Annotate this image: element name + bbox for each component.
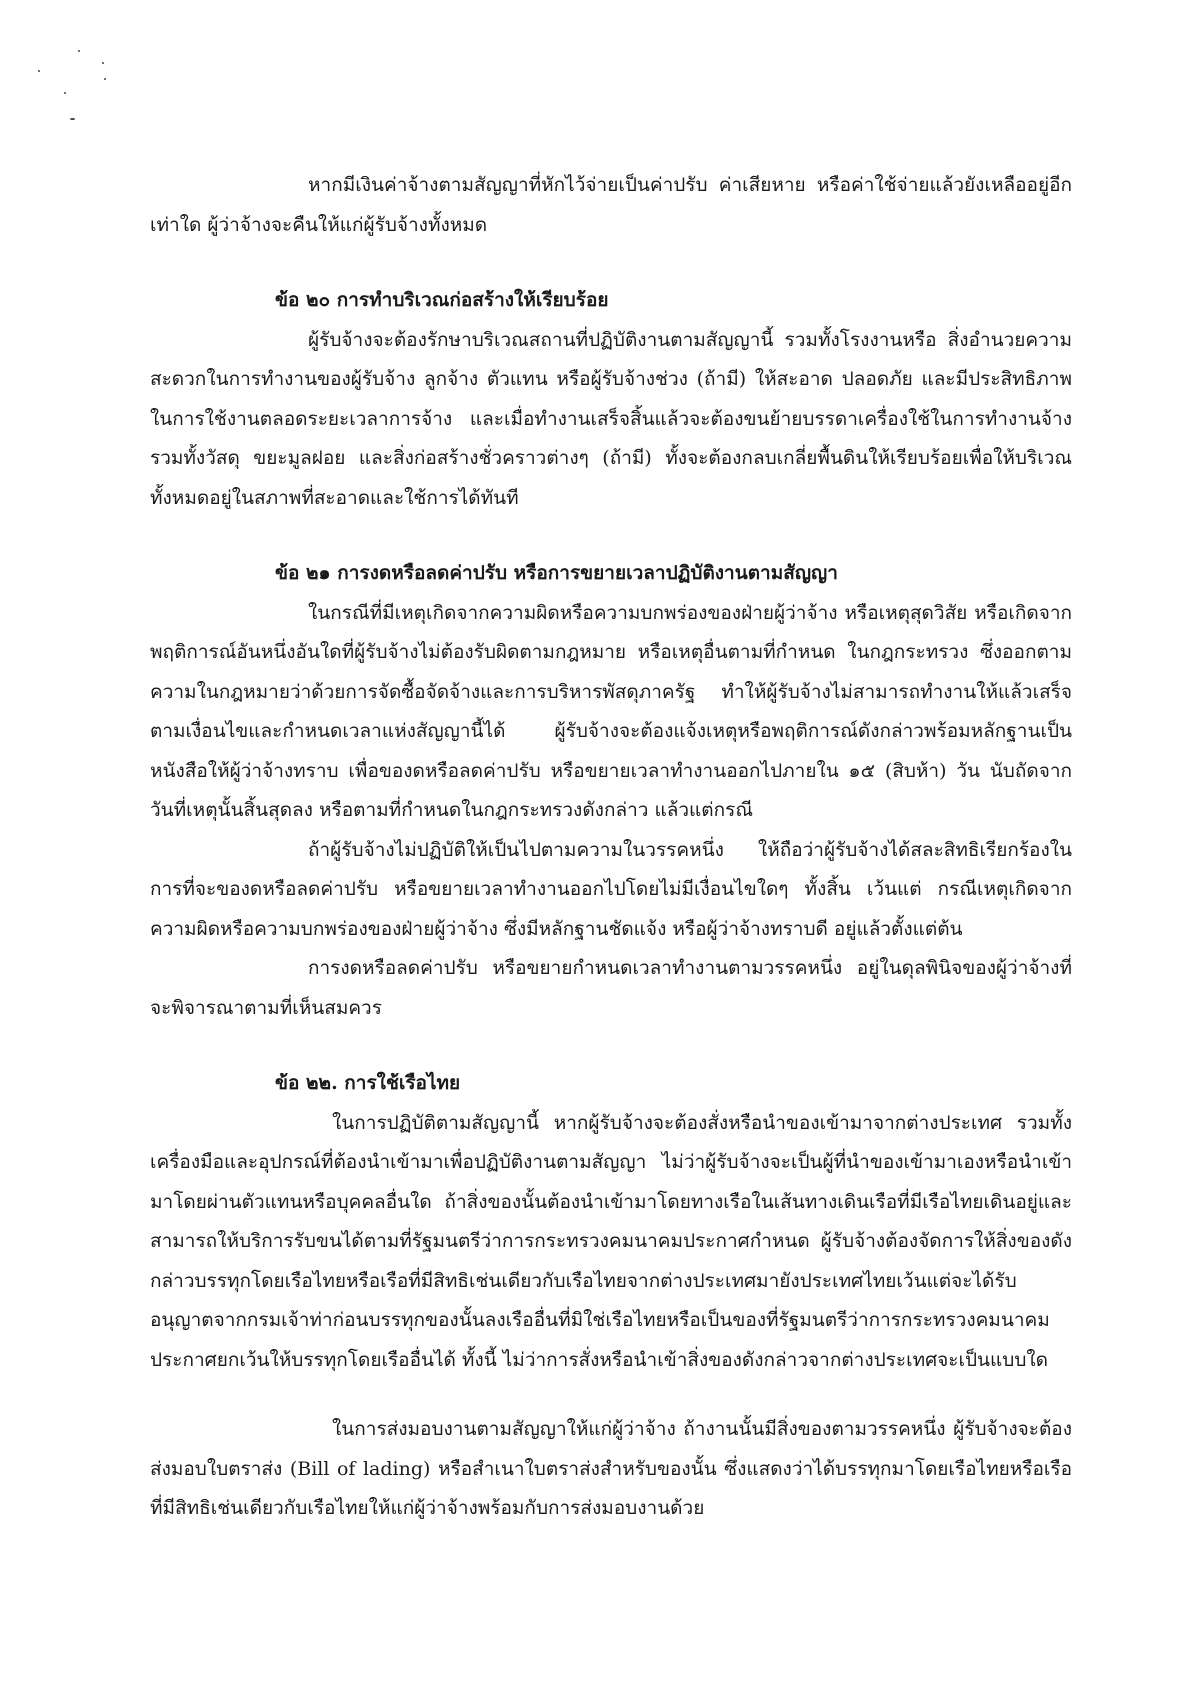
section-21-paragraph-1: ในกรณีที่มีเหตุเกิดจากความผิดหรือความบกพร่องของฝ่ายผู้ว่าจ้าง หรือเหตุสุดวิสัย หรือเกิดจากพฤติการณ์อันหนึ่งอันใดที่ผู้รับจ้างไม่ต้องรับผิดตามกฎหมาย หรือเหตุอื่นตามที่กำหนด ในกฎกระทรวง ซึ่งออกตามความในกฎหมายว่าด้วยการจัดซื้อจัดจ้างและการบริหารพัสดุภาครัฐ ทำให้ผู้รับจ้างไม่สามารถทำงานให้แล้วเสร็จตามเงื่อนไขและกำหนดเวลาแห่งสัญญานี้ได้ ผู้รับจ้างจะต้องแจ้งเหตุหรือพฤติการณ์ดังกล่าวพร้อมหลักฐานเป็นหนังสือให้ผู้ว่าจ้างทราบ เพื่อของดหรือลดค่าปรับ หรือขยายเวลาทำงานออกไปภายใน ๑๕ (สิบห้า) วัน นับถัดจากวันที่เหตุนั้นสิ้นสุดลง หรือตามที่กำหนดในกฎกระทรวงดังกล่าว แล้วแต่กรณี <box>150 601 1072 821</box>
continuation-paragraph: หากมีเงินค่าจ้างตามสัญญาที่หักไว้จ่ายเป็นค่าปรับ ค่าเสียหาย หรือค่าใช้จ่ายแล้วยังเหลืออยู่อีกเท่าใด ผู้ว่าจ้างจะคืนให้แก่ผู้รับจ้างทั้งหมด <box>150 174 1072 236</box>
section-20-heading: ข้อ ๒๐ การทำบริเวณก่อสร้างให้เรียบร้อย <box>275 289 609 311</box>
section-21-paragraph-3: การงดหรือลดค่าปรับ หรือขยายกำหนดเวลาทำงานตามวรรคหนึ่ง อยู่ในดุลพินิจของผู้ว่าจ้างที่จะพิจารณาตามที่เห็นสมควร <box>150 957 1072 1019</box>
section-22-paragraph-2: ในการส่งมอบงานตามสัญญาให้แก่ผู้ว่าจ้าง ถ้างานนั้นมีสิ่งของตามวรรคหนึ่ง ผู้รับจ้างจะต้องส่งมอบใบตราส่ง (Bill of lading) หรือสำเนาใบตราส่งสำหรับของนั้น ซึ่งแสดงว่าได้บรรทุกมาโดยเรือไทยหรือเรือที่มีสิทธิเช่นเดียวกับเรือไทยให้แก่ผู้ว่าจ้างพร้อมกับการส่งมอบงานด้วย <box>150 1418 1072 1519</box>
document-body <box>150 166 1072 1529</box>
section-21-heading: ข้อ ๒๑ การงดหรือลดค่าปรับ หรือการขยายเวลาปฏิบัติงานตามสัญญา <box>275 562 838 584</box>
section-22-heading: ข้อ ๒๒. การใช้เรือไทย <box>275 1072 461 1094</box>
scan-specks <box>30 50 120 140</box>
section-20-paragraph-1: ผู้รับจ้างจะต้องรักษาบริเวณสถานที่ปฏิบัติงานตามสัญญานี้ รวมทั้งโรงงานหรือ สิ่งอำนวยความสะดวกในการทำงานของผู้รับจ้าง ลูกจ้าง ตัวแทน หรือผู้รับจ้างช่วง (ถ้ามี) ให้สะอาด ปลอดภัย และมีประสิทธิภาพในการใช้งานตลอดระยะเวลาการจ้าง และเมื่อทำงานเสร็จสิ้นแล้วจะต้องขนย้ายบรรดาเครื่องใช้ในการทำงานจ้างรวมทั้งวัสดุ ขยะมูลฝอย และสิ่งก่อสร้างชั่วคราวต่างๆ (ถ้ามี) ทั้งจะต้องกลบเกลี่ยพื้นดินให้เรียบร้อยเพื่อให้บริเวณทั้งหมดอยู่ในสภาพที่สะอาดและใช้การได้ทันที <box>150 328 1072 509</box>
section-22-paragraph-1: ในการปฏิบัติตามสัญญานี้ หากผู้รับจ้างจะต้องสั่งหรือนำของเข้ามาจากต่างประเทศ รวมทั้งเครื่องมือและอุปกรณ์ที่ต้องนำเข้ามาเพื่อปฏิบัติงานตามสัญญา ไม่ว่าผู้รับจ้างจะเป็นผู้ที่นำของเข้ามาเองหรือนำเข้ามาโดยผ่านตัวแทนหรือบุคคลอื่นใด ถ้าสิ่งของนั้นต้องนำเข้ามาโดยทางเรือในเส้นทางเดินเรือที่มีเรือไทยเดินอยู่และสามารถให้บริการรับขนได้ตามที่รัฐมนตรีว่าการกระทรวงคมนาคมประกาศกำหนด ผู้รับจ้างต้องจัดการให้สิ่งของดังกล่าวบรรทุกโดยเรือไทยหรือเรือที่มีสิทธิเช่นเดียวกับเรือไทยจากต่างประเทศมายังประเทศไทยเว้นแต่จะได้รับอนุญาตจากกรมเจ้าท่าก่อนบรรทุกของนั้นลงเรืออื่นที่มิใช่เรือไทยหรือเป็นของที่รัฐมนตรีว่าการกระทรวงคมนาคมประกาศยกเว้นให้บรรทุกโดยเรืออื่นได้ ทั้งนี้ ไม่ว่าการสั่งหรือนำเข้าสิ่งของดังกล่าวจากต่างประเทศจะเป็นแบบใด <box>150 1111 1072 1371</box>
section-21-paragraph-2: ถ้าผู้รับจ้างไม่ปฏิบัติให้เป็นไปตามความในวรรคหนึ่ง ให้ถือว่าผู้รับจ้างได้สละสิทธิเรียกร้องในการที่จะของดหรือลดค่าปรับ หรือขยายเวลาทำงานออกไปโดยไม่มีเงื่อนไขใดๆ ทั้งสิ้น เว้นแต่ กรณีเหตุเกิดจากความผิดหรือความบกพร่องของฝ่ายผู้ว่าจ้าง ซึ่งมีหลักฐานชัดแจ้ง หรือผู้ว่าจ้างทราบดี อยู่แล้วตั้งแต่ต้น <box>150 838 1072 940</box>
